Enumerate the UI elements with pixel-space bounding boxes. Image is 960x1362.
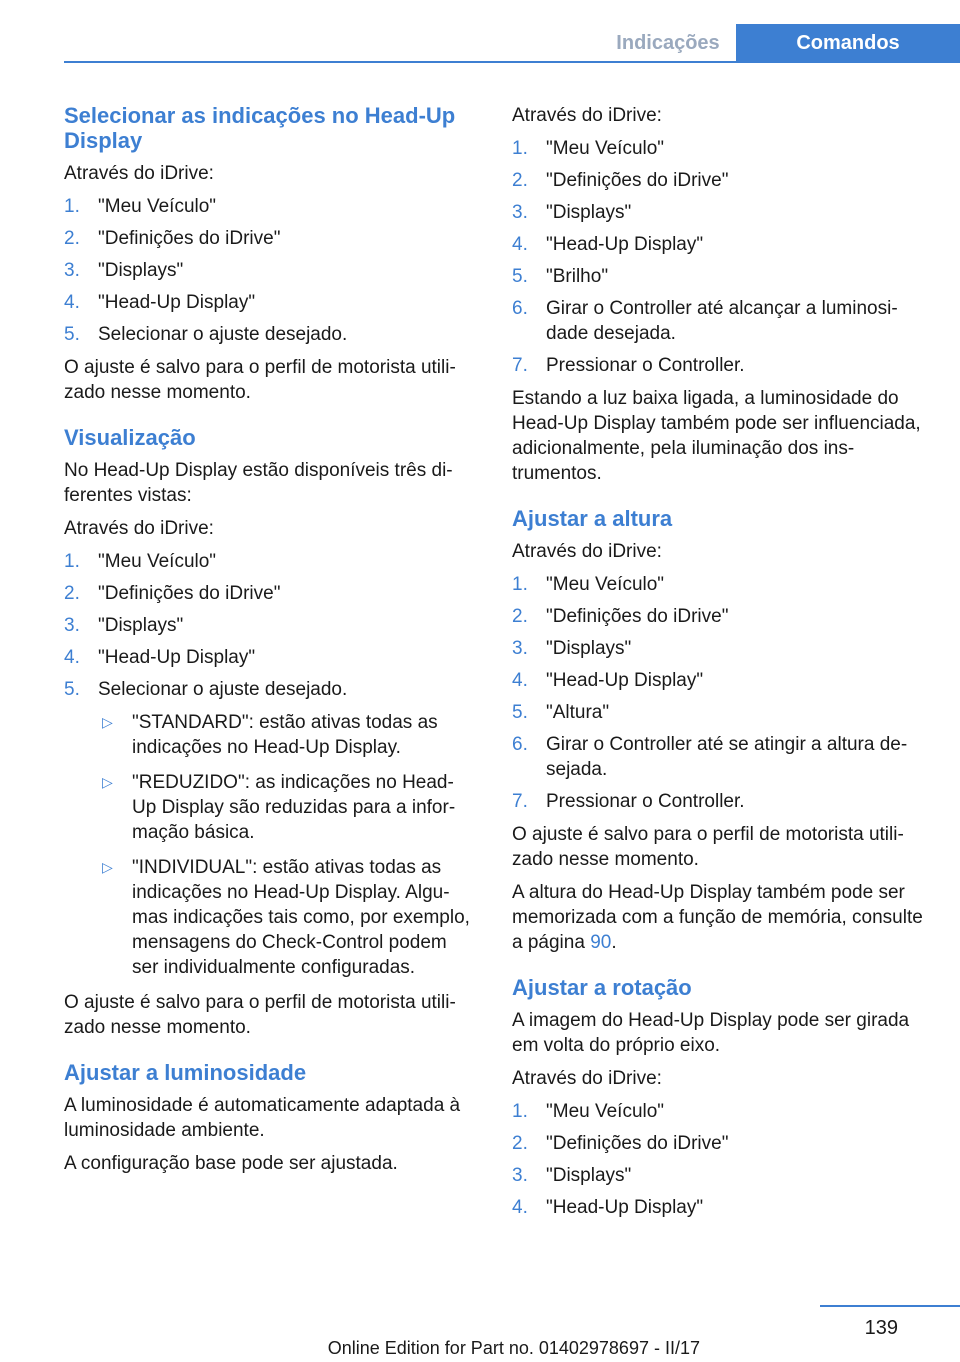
body-text: No Head-Up Display estão disponíveis três diferentes vistas: [64,460,453,506]
note-text: O ajuste é salvo para o perfil de motorista utilizado nesse momento. [64,992,456,1038]
section-title-altura: Ajustar a altura [512,506,673,531]
list-item: 3. "Displays" [64,260,184,281]
body-text: A configuração base pode ser ajustada. [64,1153,398,1174]
option-item: ▷ "REDUZIDO": as indicações no Head-Up Display são reduzidas para a informação básica. [102,772,456,843]
list-item: 3. "Displays" [512,202,632,223]
section-luminosidade [64,1060,478,1176]
footer-edition: Online Edition for Part no. 01402978697 - II/17 [327,1338,700,1358]
steps-list [512,136,928,378]
list-item: 2. "Definições do iDrive" [512,1133,729,1154]
footer-rule [820,1305,960,1307]
list-item: 3. "Displays" [512,1165,632,1186]
list-item: 4. "Head-Up Display" [64,647,256,668]
triangle-bullet-icon: ▷ [102,714,113,730]
section-title-selecionar: Selecionar as indicações no Head-Up Display [64,103,456,153]
intro-text: Através do iDrive: [64,163,214,184]
section-title-visualizacao: Visualização [64,425,196,450]
section-visualizacao [64,425,478,1040]
note-text: O ajuste é salvo para o perfil de motorista utilizado nesse momento. [512,824,904,870]
section-altura [512,506,928,955]
section-title-rotacao: Ajustar a rotação [512,975,692,1000]
list-item: 2. "Definições do iDrive" [512,170,729,191]
list-item: 5. Selecionar o ajuste desejado. ▷ "STANDARD": estão ativas todas as indicações no Head-Up Display. ▷ "REDUZIDO": as indicações no Head-Up Display são reduzidas para a informação básica. ▷ "INDIVIDUAL": estão ativas todas as indicações no Head-Up Display. Algumas indicações tais como, por exemplo, mensagens do Check-Control podem ser individualmente configuradas. [64,677,478,980]
list-item: 5. "Brilho" [512,266,609,287]
triangle-bullet-icon: ▷ [102,774,113,790]
list-item: 6. Girar o Controller até se atingir a altura desejada. [512,734,908,780]
list-item: 4. "Head-Up Display" [512,670,704,691]
header-rule [64,61,960,63]
section-title-luminosidade: Ajustar a luminosidade [64,1060,307,1085]
body-text: A imagem do Head-Up Display pode ser girada em volta do próprio eixo. [512,1010,910,1056]
left-column [64,103,478,1184]
list-item: 4. "Head-Up Display" [512,1197,704,1218]
list-item: 1. "Meu Veículo" [64,196,217,217]
list-item: 7. Pressionar o Controller. [512,355,745,376]
list-item: 1. "Meu Veículo" [512,1101,665,1122]
list-item: 6. Girar o Controller até alcançar a luminosidade desejada. [512,298,898,344]
list-item: 5. "Altura" [512,702,610,723]
option-item: ▷ "STANDARD": estão ativas todas as indicações no Head-Up Display. [102,712,438,758]
options-list [98,710,478,980]
note-text: Estando a luz baixa ligada, a luminosidade do Head-Up Display também pode ser influenciada, adicionalmente, pela iluminação dos instrumentos. [512,388,921,484]
list-item: 3. "Displays" [64,615,184,636]
tab-comandos[interactable]: Comandos [736,24,960,62]
list-item: 1. "Meu Veículo" [512,574,665,595]
page-number: 139 [864,1317,898,1339]
list-item: 4. "Head-Up Display" [64,292,256,313]
list-item: 5. Selecionar o ajuste desejado. [64,324,348,345]
list-item: 2. "Definições do iDrive" [64,228,281,249]
list-item: 1. "Meu Veículo" [64,551,217,572]
intro-text: Através do iDrive: [512,1068,662,1089]
list-item: 2. "Definições do iDrive" [64,583,281,604]
right-column [512,103,928,1228]
triangle-bullet-icon: ▷ [102,859,113,875]
option-item: ▷ "INDIVIDUAL": estão ativas todas as indicações no Head-Up Display. Algumas indicações tais como, por exemplo, mensagens do Check-Control podem ser individualmente configuradas. [102,857,470,978]
intro-text: Através do iDrive: [512,541,662,562]
tab-indicacoes[interactable]: Indicações [600,24,736,62]
list-item: 1. "Meu Veículo" [512,138,665,159]
list-item: 4. "Head-Up Display" [512,234,704,255]
section-rotacao [512,975,928,1220]
steps-list [512,1099,928,1220]
list-item: 7. Pressionar o Controller. [512,791,745,812]
steps-list [64,549,478,980]
body-text: A luminosidade é automaticamente adaptada à luminosidade ambiente. [64,1095,461,1141]
note-text-with-link: A altura do Head-Up Display também pode ser memorizada com a função de memória, consulte a página 90. [512,882,923,953]
note-text: O ajuste é salvo para o perfil de motorista utilizado nesse momento. [64,357,456,403]
intro-text: Através do iDrive: [512,105,662,126]
list-item: 2. "Definições do iDrive" [512,606,729,627]
steps-list [64,194,478,347]
intro-text: Através do iDrive: [64,518,214,539]
list-item: 3. "Displays" [512,638,632,659]
steps-list [512,572,928,814]
page-link[interactable]: 90 [590,932,612,953]
